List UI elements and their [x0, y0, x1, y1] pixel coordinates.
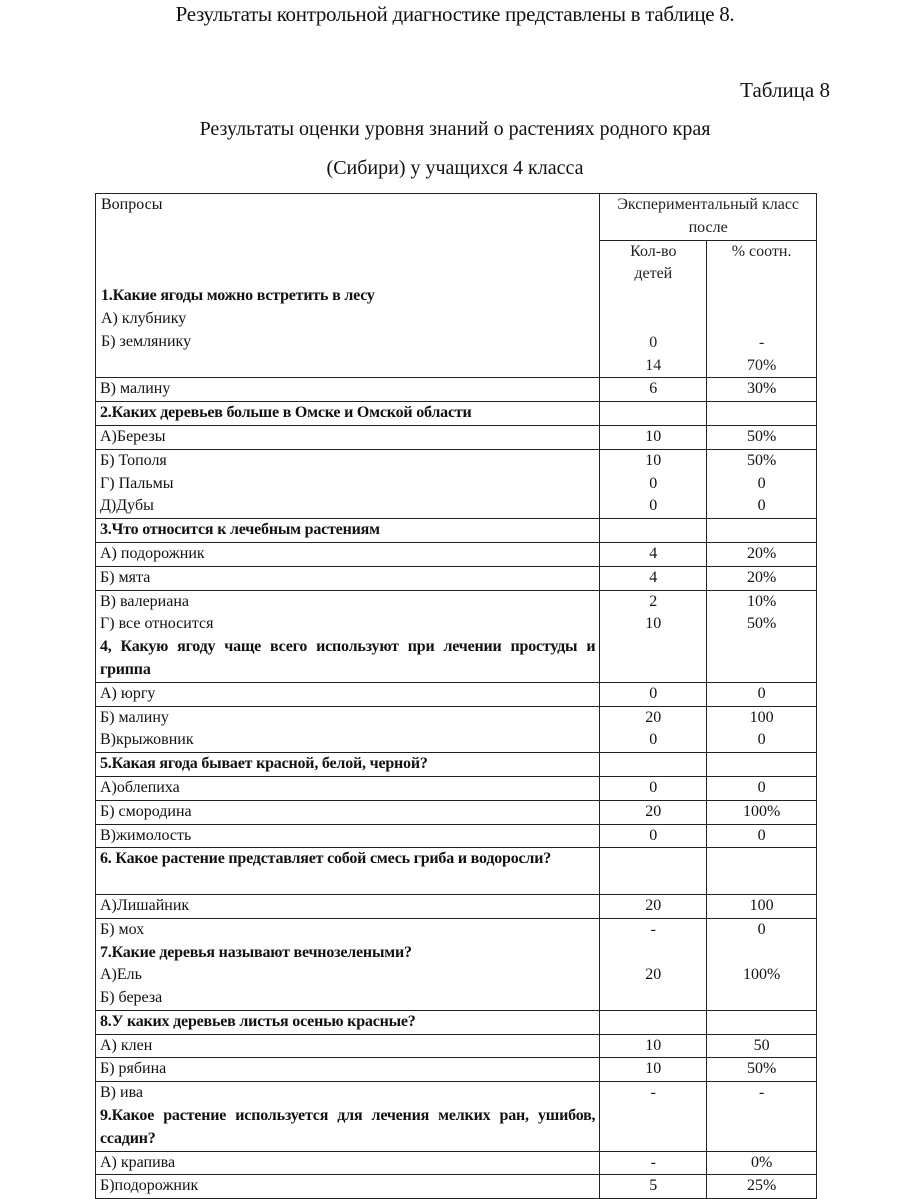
question-cell	[96, 824, 600, 848]
percent-value: 100	[749, 896, 774, 914]
count-value	[604, 636, 702, 659]
percent-value: 50%	[746, 427, 777, 445]
count-cell	[600, 1082, 707, 1151]
percent-cell	[707, 542, 817, 566]
count-cell	[600, 1010, 707, 1034]
count-cell	[600, 706, 707, 753]
question-cell	[96, 402, 600, 426]
percent-value	[711, 402, 812, 425]
question-text: 9.Какое растение используется для лечения мелких ран, ушибов, ссадин?	[100, 1107, 596, 1147]
count-value: 20	[645, 966, 662, 984]
count-cell	[600, 519, 707, 543]
count-value	[604, 848, 702, 871]
count-value	[604, 987, 702, 1010]
table-row	[96, 1082, 817, 1151]
header-percent: % соотн.	[731, 242, 792, 260]
percent-cell	[707, 566, 817, 590]
answer-option: А) клен	[100, 1036, 153, 1054]
question-text: 6. Какое растение представляет собой смесь гриба и водоросли?	[100, 850, 552, 868]
table-row	[96, 800, 817, 824]
table-row	[96, 566, 817, 590]
percent-value: 100%	[742, 802, 781, 820]
percent-cell	[707, 848, 817, 895]
percent-cell	[707, 706, 817, 753]
answer-option: Д)Дубы	[100, 497, 154, 515]
percent-value: 0	[757, 778, 766, 796]
count-cell	[600, 848, 707, 895]
percent-value	[711, 987, 812, 1010]
question-cell	[96, 1034, 600, 1058]
table-label: Таблица 8	[740, 78, 830, 102]
answer-option: А) клубнику	[101, 309, 187, 327]
count-value: 10	[645, 1060, 662, 1078]
table-title-line-2: (Сибири) у учащихся 4 класса	[326, 157, 584, 179]
question-text: 2.Каких деревьев больше в Омске и Омской области	[100, 404, 472, 422]
percent-cell	[707, 519, 817, 543]
count-value: 6	[649, 380, 658, 398]
percent-value	[711, 753, 812, 776]
question-cell	[96, 449, 600, 518]
question-text: 7.Какие деревья называют вечнозелеными?	[100, 943, 412, 961]
answer-option: Б) смородина	[100, 802, 192, 820]
percent-value: 0	[757, 920, 766, 938]
count-value: 10	[645, 427, 662, 445]
percent-cell	[707, 590, 817, 682]
answer-option: А)Лишайник	[100, 896, 190, 914]
count-value: 2	[649, 592, 658, 610]
answer-option: Б) землянику	[101, 332, 192, 350]
intro-sentence: Результаты контрольной диагностике представлены в таблице 8.	[175, 2, 735, 26]
percent-cell	[707, 1010, 817, 1034]
percent-value: 100	[749, 708, 774, 726]
question-cell	[96, 1010, 600, 1034]
answer-option: В) валериана	[100, 592, 189, 610]
percent-value: 50	[753, 1036, 770, 1054]
percent-value	[711, 519, 812, 542]
percent-cell	[707, 800, 817, 824]
count-value: 10	[645, 1036, 662, 1054]
count-value: -	[650, 1084, 656, 1102]
count-value	[604, 753, 702, 776]
percent-value: 50%	[746, 451, 777, 469]
percent-cell	[707, 894, 817, 918]
count-cell	[600, 1058, 707, 1082]
question-cell	[96, 918, 600, 1010]
percent-value: 0	[757, 731, 766, 749]
results-table	[95, 193, 817, 1199]
question-cell	[96, 776, 600, 800]
question-cell	[96, 706, 600, 753]
count-value: 4	[649, 544, 658, 562]
table-row	[96, 753, 817, 777]
header-row-1	[96, 194, 817, 241]
count-cell	[600, 753, 707, 777]
count-value: 10	[645, 451, 662, 469]
question-cell	[96, 753, 600, 777]
count-value: -	[650, 1153, 656, 1171]
question-text: 4, Какую ягоду чаще всего используют при лечении простуды и гриппа	[100, 638, 596, 678]
count-cell	[600, 776, 707, 800]
header-questions: Вопросы	[101, 196, 163, 213]
count-value: 4	[649, 568, 658, 586]
count-cell	[600, 449, 707, 518]
count-cell	[600, 918, 707, 1010]
count-cell	[600, 682, 707, 706]
percent-cell	[707, 682, 817, 706]
answer-option: А) крапива	[100, 1153, 176, 1171]
question-text: 3.Что относится к лечебным растениям	[100, 521, 380, 539]
count-value	[604, 1011, 702, 1034]
percent-value: 0	[757, 474, 766, 492]
count-cell	[600, 378, 707, 402]
question-cell	[96, 378, 600, 402]
header-count-cell	[600, 240, 707, 378]
table-row	[96, 1034, 817, 1058]
answer-option: Б) Тополя	[100, 451, 167, 469]
question-cell	[96, 1082, 600, 1151]
count-value: 0	[649, 333, 658, 351]
percent-value: 100%	[742, 966, 781, 984]
percent-value: 0	[757, 497, 766, 515]
percent-cell	[707, 776, 817, 800]
count-value: 0	[649, 778, 658, 796]
percent-cell	[707, 918, 817, 1010]
table-row	[96, 706, 817, 753]
percent-cell	[707, 378, 817, 402]
table-row	[96, 425, 817, 449]
question-cell	[96, 542, 600, 566]
percent-cell	[707, 1082, 817, 1151]
percent-cell	[707, 1175, 817, 1199]
header-questions-cell	[96, 194, 600, 378]
count-value	[604, 402, 702, 425]
table-row	[96, 682, 817, 706]
percent-cell	[707, 449, 817, 518]
percent-value: 0	[757, 684, 766, 702]
header-count: Кол-во детей	[630, 242, 677, 283]
answer-option: А)Ель	[100, 966, 142, 984]
table-row	[96, 402, 817, 426]
percent-value	[711, 309, 812, 332]
count-cell	[600, 402, 707, 426]
answer-option: А)облепиха	[100, 778, 180, 796]
question-text: 1.Какие ягоды можно встретить в лесу	[101, 287, 375, 305]
percent-value	[711, 942, 812, 965]
percent-value: -	[758, 333, 765, 351]
table-row	[96, 824, 817, 848]
percent-cell	[707, 425, 817, 449]
table-row	[96, 848, 817, 895]
percent-value	[711, 636, 812, 659]
answer-option: Б) мята	[100, 568, 151, 586]
count-cell	[600, 824, 707, 848]
answer-option: В)жимолость	[100, 826, 192, 844]
answer-option: Б) малину	[100, 708, 169, 726]
header-group: Экспериментальный класс после	[600, 194, 817, 241]
count-cell	[600, 590, 707, 682]
answer-option: Г) все относится	[100, 615, 214, 633]
percent-cell	[707, 824, 817, 848]
answer-option: В)крыжовник	[100, 731, 194, 749]
count-cell	[600, 566, 707, 590]
answer-option: А) подорожник	[100, 544, 205, 562]
percent-value: 20%	[746, 544, 777, 562]
percent-value: 0%	[750, 1153, 773, 1171]
header-percent-cell	[707, 240, 817, 378]
question-cell	[96, 566, 600, 590]
count-value: 20	[645, 708, 662, 726]
table-row	[96, 449, 817, 518]
table-row	[96, 1010, 817, 1034]
count-value	[604, 942, 702, 965]
percent-cell	[707, 1034, 817, 1058]
table-row	[96, 894, 817, 918]
answer-option: Б) рябина	[100, 1060, 167, 1078]
table-row	[96, 542, 817, 566]
percent-value: 20%	[746, 568, 777, 586]
percent-cell	[707, 753, 817, 777]
table-row	[96, 519, 817, 543]
percent-value: 70%	[746, 356, 777, 374]
table-row	[96, 590, 817, 682]
question-text: 8.У каких деревьев листья осенью красные?	[100, 1012, 416, 1030]
question-cell	[96, 800, 600, 824]
percent-value: -	[758, 1084, 765, 1102]
count-value: 14	[645, 356, 662, 374]
answer-option: Б) береза	[100, 989, 163, 1007]
count-value: 5	[649, 1177, 658, 1195]
percent-value: 50%	[746, 615, 777, 633]
question-cell	[96, 848, 600, 895]
percent-value	[711, 1105, 812, 1128]
count-cell	[600, 1034, 707, 1058]
question-cell	[96, 682, 600, 706]
percent-cell	[707, 1058, 817, 1082]
count-value: 20	[645, 896, 662, 914]
count-value: 10	[645, 615, 662, 633]
percent-value: 25%	[746, 1177, 777, 1195]
count-value: -	[650, 920, 656, 938]
percent-value: 50%	[746, 1060, 777, 1078]
question-cell	[96, 894, 600, 918]
answer-option: Г) Пальмы	[100, 474, 174, 492]
answer-option: Б)подорожник	[100, 1177, 199, 1195]
count-value: 0	[649, 474, 658, 492]
table-row	[96, 1175, 817, 1199]
answer-option: В) ива	[100, 1084, 144, 1102]
table-row	[96, 1058, 817, 1082]
count-cell	[600, 425, 707, 449]
question-text: 5.Какая ягода бывает красной, белой, черной?	[100, 755, 428, 773]
count-cell	[600, 542, 707, 566]
count-value: 0	[649, 497, 658, 515]
percent-value: 30%	[746, 380, 777, 398]
count-value: 20	[645, 802, 662, 820]
question-cell	[96, 1175, 600, 1199]
count-value	[604, 519, 702, 542]
count-value	[604, 309, 702, 332]
count-value: 0	[649, 684, 658, 702]
question-cell	[96, 519, 600, 543]
table-row	[96, 378, 817, 402]
table-title-line-1: Результаты оценки уровня знаний о растениях родного края	[199, 118, 711, 140]
percent-value	[711, 1011, 812, 1034]
percent-value: 0	[757, 826, 766, 844]
count-cell	[600, 894, 707, 918]
count-value	[604, 1105, 702, 1128]
percent-cell	[707, 402, 817, 426]
count-cell	[600, 1175, 707, 1199]
count-value: 0	[649, 731, 658, 749]
answer-option: В) малину	[100, 380, 171, 398]
question-cell	[96, 1058, 600, 1082]
question-cell	[96, 425, 600, 449]
percent-value	[711, 848, 812, 871]
count-cell	[600, 800, 707, 824]
table-row	[96, 918, 817, 1010]
count-value: 0	[649, 826, 658, 844]
question-cell	[96, 590, 600, 682]
answer-option: Б) мох	[100, 920, 145, 938]
table-row	[96, 776, 817, 800]
answer-option: А)Березы	[100, 427, 166, 445]
percent-value: 10%	[746, 592, 777, 610]
answer-option: А) юргу	[100, 684, 156, 702]
